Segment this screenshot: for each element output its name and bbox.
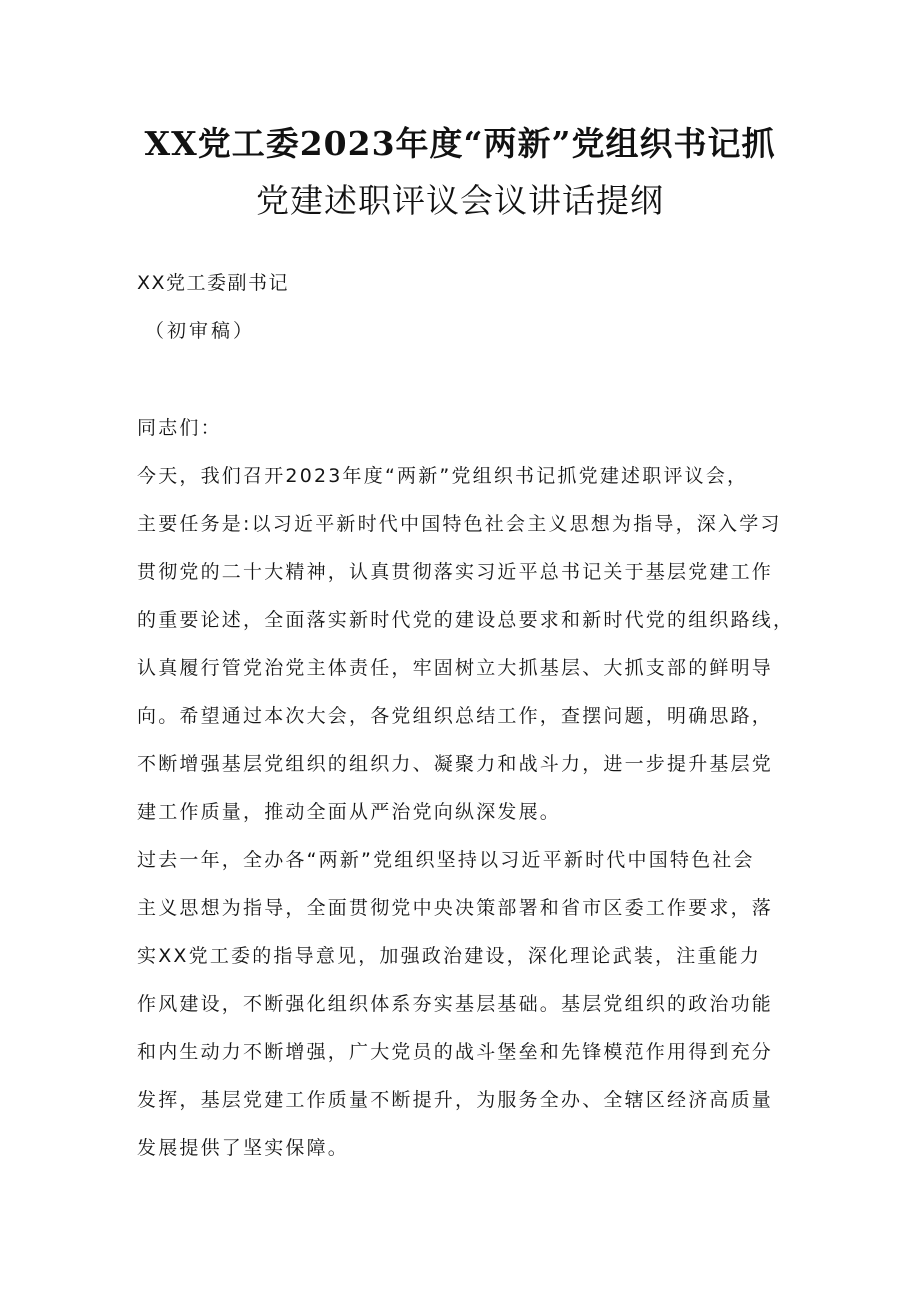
- paragraph-2-line: 主义思想为指导，全面贯彻党中央决策部署和省市区委工作要求，落: [137, 897, 774, 919]
- document-title-line-2: 党建述职评议会议讲话提纲: [256, 181, 664, 220]
- draft-note: （初审稿）: [145, 320, 256, 342]
- paragraph-1-line: 的重要论述，全面落实新时代党的建设总要求和新时代党的组织路线，: [137, 609, 795, 631]
- author-line: XX党工委副书记: [137, 272, 290, 294]
- paragraph-2-line: 过去一年，全办各“两新”党组织坚持以习近平新时代中国特色社会: [137, 849, 755, 871]
- paragraph-1-line: 今天，我们召开2023年度“两新”党组织书记抓党建述职评议会，: [137, 465, 749, 487]
- paragraph-2-line: 发挥，基层党建工作质量不断提升，为服务全办、全辖区经济高质量: [137, 1089, 774, 1111]
- paragraph-1-line: 认真履行管党治党主体责任，牢固树立大抓基层、大抓支部的鲜明导: [137, 657, 774, 679]
- paragraph-2-line: 发展提供了坚实保障。: [137, 1137, 350, 1159]
- paragraph-2-line: 作风建设，不断强化组织体系夯实基层基础。基层党组织的政治功能: [137, 993, 774, 1015]
- document-title-line-1: XX党工委2023年度“两新”党组织书记抓: [144, 124, 776, 163]
- paragraph-1-line: 建工作质量，推动全面从严治党向纵深发展。: [137, 801, 562, 823]
- paragraph-1-line: 不断增强基层党组织的组织力、凝聚力和战斗力，进一步提升基层党: [137, 753, 774, 775]
- paragraph-1-line: 主要任务是:以习近平新时代中国特色社会主义思想为指导，深入学习: [137, 513, 782, 535]
- paragraph-2-line: 实XX党工委的指导意见，加强政治建设，深化理论武装，注重能力: [137, 945, 762, 967]
- paragraph-2-line: 和内生动力不断增强，广大党员的战斗堡垒和先锋模范作用得到充分: [137, 1041, 774, 1063]
- paragraph-1-line: 贯彻党的二十大精神，认真贯彻落实习近平总书记关于基层党建工作: [137, 561, 774, 583]
- salutation: 同志们：: [137, 417, 222, 439]
- paragraph-1-line: 向。希望通过本次大会，各党组织总结工作，查摆问题，明确思路，: [137, 705, 774, 727]
